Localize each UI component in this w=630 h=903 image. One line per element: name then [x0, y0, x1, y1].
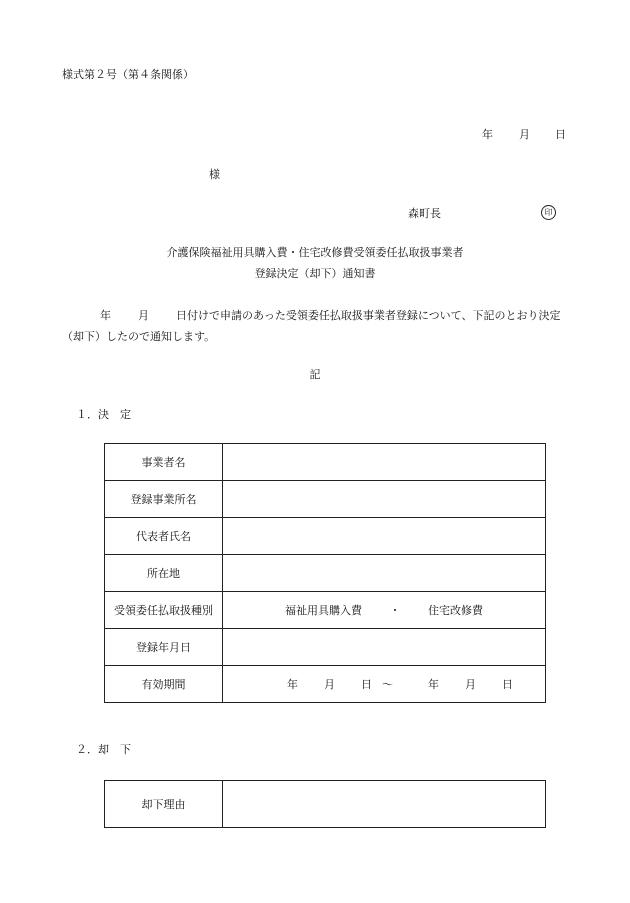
body-text: 日付けで申請のあった受領委任払取扱事業者登録について、下記のとおり決定（却下）したので通知します。 — [62, 309, 561, 343]
table-row — [105, 666, 546, 703]
table-row — [105, 444, 546, 481]
office-name-field[interactable] — [223, 481, 546, 518]
registration-date-field[interactable] — [223, 629, 546, 666]
table-row — [105, 629, 546, 666]
row-label: 受領委任払取扱種別 — [105, 592, 223, 629]
table-row — [105, 555, 546, 592]
category-field[interactable] — [223, 592, 546, 629]
rejection-table — [104, 780, 546, 828]
ki-marker: 記 — [309, 368, 321, 381]
row-label: 却下理由 — [105, 781, 223, 828]
table-row — [105, 518, 546, 555]
period-tilde: ～ — [382, 678, 393, 691]
period-start-day: 日 — [361, 678, 372, 691]
row-label: 事業者名 — [105, 444, 223, 481]
row-label: 登録年月日 — [105, 629, 223, 666]
form-number: 様式第２号（第４条関係） — [62, 68, 194, 81]
decision-table — [104, 443, 546, 703]
issue-date-year: 年 — [482, 128, 493, 141]
section-rejection-heading: ２．却 下 — [76, 743, 131, 756]
category-separator: ・ — [389, 604, 401, 617]
table-row — [105, 481, 546, 518]
period-start-year: 年 — [287, 678, 298, 691]
issue-date-month: 月 — [519, 128, 530, 141]
body-year: 年 — [100, 309, 111, 322]
business-name-field[interactable] — [223, 444, 546, 481]
table-row — [105, 781, 546, 828]
row-label: 代表者氏名 — [105, 518, 223, 555]
category-option-welfare-equipment: 福祉用具購入費 — [285, 604, 362, 617]
row-label: 有効期間 — [105, 666, 223, 703]
notice-body — [62, 305, 572, 347]
issuer-name: 森町長 — [408, 207, 441, 220]
issue-date-day: 日 — [555, 128, 566, 141]
category-option-home-renovation: 住宅改修費 — [428, 604, 483, 617]
document-title-line2: 登録決定（却下）通知書 — [254, 267, 376, 280]
period-end-day: 日 — [502, 678, 513, 691]
address-field[interactable] — [223, 555, 546, 592]
recipient-suffix: 様 — [209, 168, 220, 181]
seal-mark: 印 — [541, 205, 556, 220]
section-decision-heading: １．決 定 — [76, 408, 131, 421]
period-end-month: 月 — [465, 678, 476, 691]
table-row — [105, 592, 546, 629]
rejection-reason-field[interactable] — [223, 781, 546, 828]
period-end-year: 年 — [428, 678, 439, 691]
row-label: 登録事業所名 — [105, 481, 223, 518]
validity-period-field[interactable] — [223, 666, 546, 703]
period-start-month: 月 — [324, 678, 335, 691]
body-month: 月 — [138, 309, 149, 322]
row-label: 所在地 — [105, 555, 223, 592]
document-title-line1: 介護保険福祉用具購入費・住宅改修費受領委任払取扱事業者 — [166, 246, 464, 259]
representative-name-field[interactable] — [223, 518, 546, 555]
